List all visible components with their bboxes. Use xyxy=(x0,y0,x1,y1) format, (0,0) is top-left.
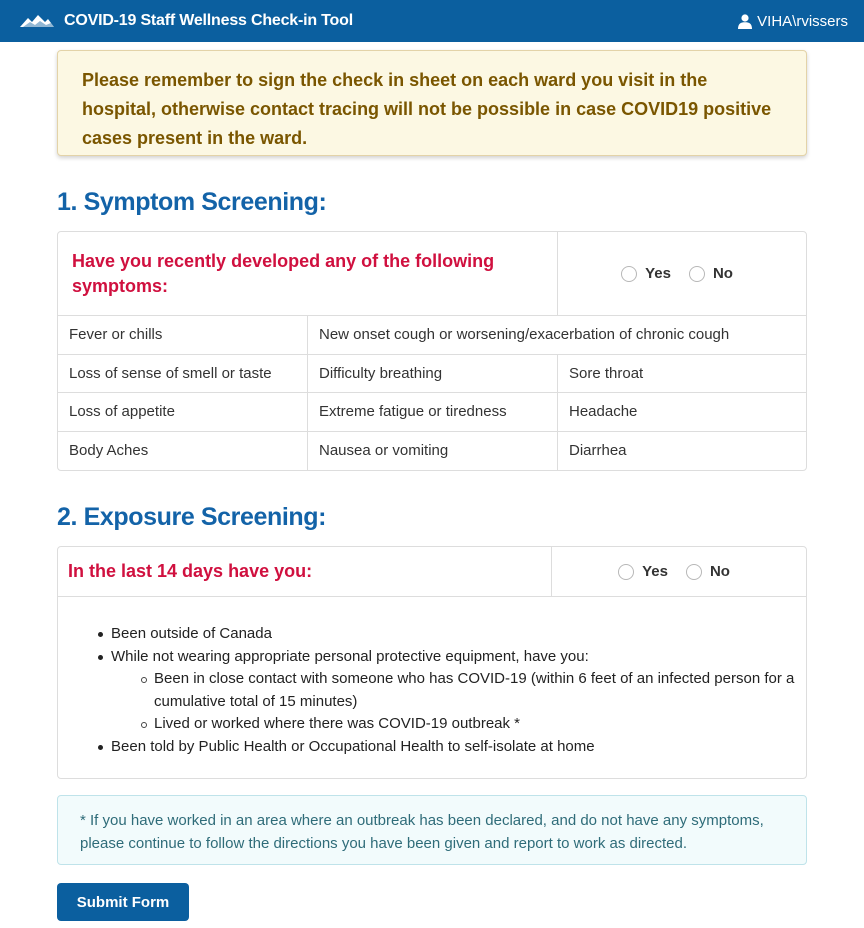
symptom-cell: Nausea or vomiting xyxy=(308,432,558,471)
exposure-section-title: 2. Exposure Screening: xyxy=(57,503,327,531)
exposure-yes-label[interactable]: Yes xyxy=(642,563,668,580)
submit-form-button[interactable]: Submit Form xyxy=(57,883,189,921)
list-item: While not wearing appropriate personal protective equipment, have you: Been in close contact with someone who has COVID-19 (within 6 feet of an infected person for a cumulative total of 15 minutes) Lived or worked where there was COVID-19 outbreak * xyxy=(98,646,806,736)
exposure-radio-group xyxy=(552,547,806,596)
symptom-cell: Diarrhea xyxy=(569,442,627,460)
symptom-cell: New onset cough or worsening/exacerbation of chronic cough xyxy=(319,326,730,344)
user-icon xyxy=(738,14,752,29)
symptom-question-row xyxy=(58,232,806,316)
exposure-question: In the last 14 days have you: xyxy=(58,547,552,596)
top-navbar xyxy=(0,0,864,42)
sub-list-item: Lived or worked where there was COVID-19 outbreak * xyxy=(140,713,806,736)
user-menu[interactable] xyxy=(738,13,848,30)
symptom-yes-radio[interactable] xyxy=(621,266,637,282)
mountains-logo-icon xyxy=(20,14,54,28)
symptom-panel xyxy=(57,231,807,471)
symptom-cell: Fever or chills xyxy=(58,316,308,354)
list-item: Been told by Public Health or Occupational Health to self-isolate at home xyxy=(98,736,806,759)
ward-notice: Please remember to sign the check in sheet on each ward you visit in the hospital, otherwise contact tracing will not be possible in case COVID19 positive cases present in the ward. xyxy=(57,50,807,156)
symptom-row xyxy=(58,393,806,432)
outbreak-note: * If you have worked in an area where an outbreak has been declared, and do not have any symptoms, please continue to follow the directions you have been given and report to work as directed. xyxy=(57,795,807,865)
brand[interactable] xyxy=(20,12,353,30)
symptom-cell: Difficulty breathing xyxy=(308,355,558,393)
symptom-row xyxy=(58,355,806,394)
exposure-panel xyxy=(57,546,807,779)
exposure-question-row xyxy=(58,547,806,597)
symptom-cell: Loss of sense of smell or taste xyxy=(58,355,308,393)
symptom-cell: Body Aches xyxy=(58,432,308,471)
symptom-cell: Headache xyxy=(569,403,638,421)
username: VIHA\rvissers xyxy=(757,12,848,30)
list-item: Been outside of Canada xyxy=(98,623,806,646)
symptom-row xyxy=(58,432,806,471)
exposure-no-label[interactable]: No xyxy=(709,563,730,580)
symptom-cell: Sore throat xyxy=(569,364,644,382)
symptom-section-title: 1. Symptom Screening: xyxy=(57,188,327,216)
app-title: COVID-19 Staff Wellness Check-in Tool xyxy=(64,12,353,29)
symptom-question: Have you recently developed any of the following symptoms: xyxy=(58,232,558,315)
exposure-list xyxy=(58,597,806,778)
symptom-radio-group xyxy=(558,232,806,315)
exposure-yes-radio[interactable] xyxy=(618,564,634,580)
symptom-cell: Loss of appetite xyxy=(58,393,308,431)
symptom-yes-label[interactable]: Yes xyxy=(645,265,671,282)
symptom-row xyxy=(58,316,806,355)
exposure-no-radio[interactable] xyxy=(686,564,702,580)
symptom-cell: Extreme fatigue or tiredness xyxy=(308,393,558,431)
symptom-no-label[interactable]: No xyxy=(712,265,733,282)
sub-list-item: Been in close contact with someone who has COVID-19 (within 6 feet of an infected person for a cumulative total of 15 minutes) xyxy=(140,668,806,713)
symptom-no-radio[interactable] xyxy=(689,266,705,282)
main-content xyxy=(57,42,807,921)
